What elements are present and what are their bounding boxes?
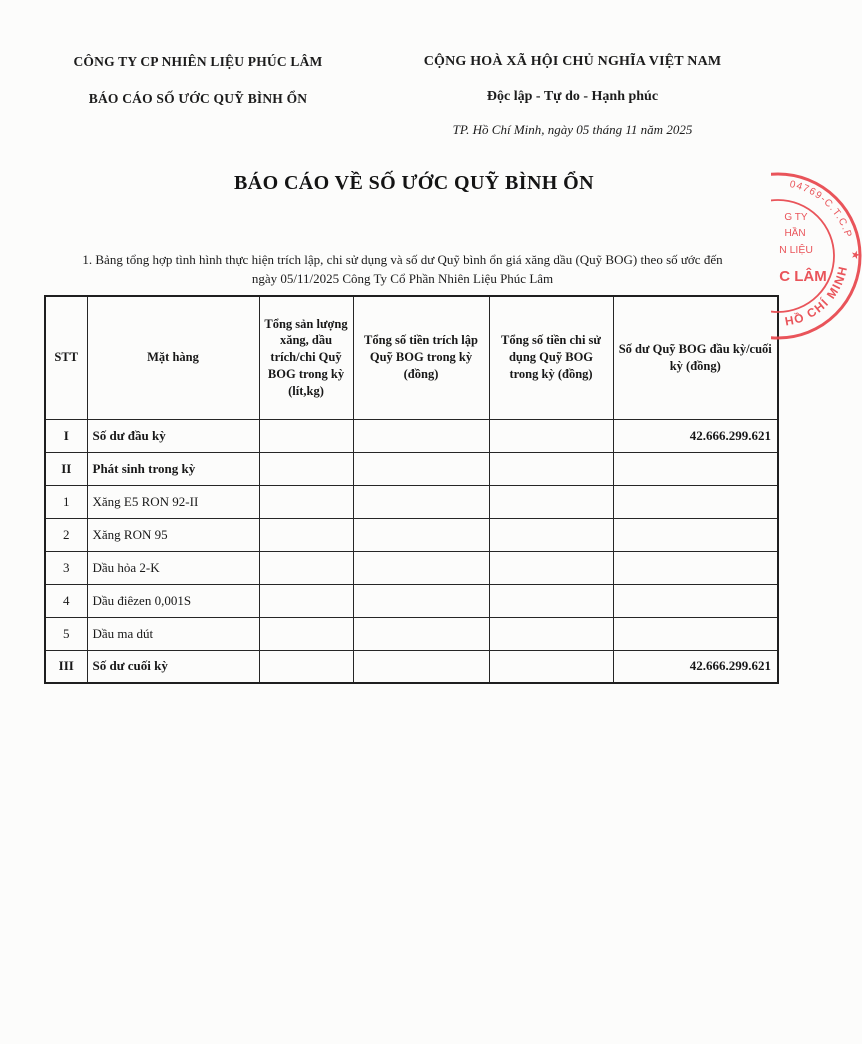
cell-item: Số dư đầu kỳ: [87, 419, 259, 452]
table-row: [45, 485, 778, 518]
cell-item: Xăng RON 95: [87, 518, 259, 551]
cell-qty: [259, 584, 353, 617]
intro-line2: ngày 05/11/2025 Công Ty Cổ Phần Nhiên Liệu Phúc Lâm: [251, 271, 554, 286]
intro-paragraph: [30, 250, 775, 288]
cell-balance: [613, 584, 778, 617]
cell-item: Dầu ma dút: [87, 617, 259, 650]
bog-fund-table: [44, 295, 779, 684]
page-title: BÁO CÁO VỀ SỐ ƯỚC QUỸ BÌNH ỔN: [234, 172, 594, 194]
national-motto-line2: Độc lập - Tự do - Hạnh phúc: [486, 89, 659, 104]
cell-stt: II: [45, 452, 87, 485]
dateline: TP. Hồ Chí Minh, ngày 05 tháng 11 năm 2025: [452, 122, 693, 137]
cell-qty: [259, 551, 353, 584]
col-header-stt: STT: [45, 296, 87, 419]
cell-stt: I: [45, 419, 87, 452]
cell-item: Dầu hỏa 2-K: [87, 551, 259, 584]
national-motto-line1: CỘNG HOÀ XÃ HỘI CHỦ NGHĨA VIỆT NAM: [423, 54, 722, 69]
col-header-spend: Tổng số tiền chi sử dụng Quỹ BOG trong kỳ (đồng): [489, 296, 613, 419]
cell-balance: [613, 452, 778, 485]
table-row: [45, 419, 778, 452]
cell-item: Số dư cuối kỳ: [87, 650, 259, 683]
cell-stt: 1: [45, 485, 87, 518]
cell-spend: [489, 551, 613, 584]
intro-line1: 1. Bảng tổng hợp tình hình thực hiện trích lập, chi sử dụng và số dư Quỹ bình ổn giá xăng dầu (Quỹ BOG) theo số ước đến: [82, 252, 723, 267]
table-row: [45, 584, 778, 617]
cell-extract: [353, 419, 489, 452]
cell-balance: [613, 485, 778, 518]
seal-center-line3: N LIỆU: [779, 244, 813, 256]
cell-balance: [613, 617, 778, 650]
seal-star-icon: ★: [848, 249, 862, 261]
table-row: [45, 452, 778, 485]
cell-item: Xăng E5 RON 92-II: [87, 485, 259, 518]
cell-qty: [259, 485, 353, 518]
cell-balance: [613, 551, 778, 584]
cell-qty: [259, 518, 353, 551]
national-header-block: [400, 54, 745, 138]
cell-stt: 5: [45, 617, 87, 650]
cell-item: Dầu điêzen 0,001S: [87, 584, 259, 617]
table-row: [45, 551, 778, 584]
cell-spend: [489, 584, 613, 617]
table-header-row: [45, 296, 778, 419]
seal-arc-top-text: 04769-C.T.C.P: [788, 179, 854, 240]
cell-spend: [489, 650, 613, 683]
cell-stt: 4: [45, 584, 87, 617]
cell-qty: [259, 419, 353, 452]
cell-extract: [353, 518, 489, 551]
seal-center-line1: G TY: [784, 212, 808, 223]
cell-extract: [353, 617, 489, 650]
seal-center-line4: C LÂM: [779, 268, 827, 285]
cell-extract: [353, 584, 489, 617]
cell-stt: III: [45, 650, 87, 683]
cell-stt: 2: [45, 518, 87, 551]
cell-extract: [353, 650, 489, 683]
cell-balance: [613, 518, 778, 551]
cell-spend: [489, 419, 613, 452]
cell-spend: [489, 617, 613, 650]
cell-balance: 42.666.299.621: [613, 650, 778, 683]
cell-stt: 3: [45, 551, 87, 584]
col-header-extract: Tổng số tiền trích lập Quỹ BOG trong kỳ (đồng): [353, 296, 489, 419]
col-header-qty: Tổng sản lượng xăng, dầu trích/chi Quỹ BOG trong kỳ (lít,kg): [259, 296, 353, 419]
cell-extract: [353, 551, 489, 584]
seal-center-line2: HẦN: [784, 228, 806, 239]
col-header-balance: Số dư Quỹ BOG đầu kỳ/cuối kỳ (đồng): [613, 296, 778, 419]
cell-extract: [353, 452, 489, 485]
cell-qty: [259, 650, 353, 683]
company-name: CÔNG TY CP NHIÊN LIỆU PHÚC LÂM: [73, 54, 323, 69]
cell-spend: [489, 485, 613, 518]
seal-arc-bottom-text: HỒ CHÍ MINH: [783, 264, 851, 329]
col-header-item: Mặt hàng: [87, 296, 259, 419]
table-row: [45, 518, 778, 551]
seal-inner-ring: [771, 200, 834, 312]
seal-outer-ring: [771, 174, 860, 338]
cell-spend: [489, 452, 613, 485]
company-report-label: BÁO CÁO SỐ ƯỚC QUỸ BÌNH ỔN: [88, 91, 308, 106]
cell-extract: [353, 485, 489, 518]
cell-balance: 42.666.299.621: [613, 419, 778, 452]
cell-item: Phát sinh trong kỳ: [87, 452, 259, 485]
table-row: [45, 650, 778, 683]
cell-spend: [489, 518, 613, 551]
company-header-block: [48, 54, 348, 107]
cell-qty: [259, 452, 353, 485]
table-row: [45, 617, 778, 650]
cell-qty: [259, 617, 353, 650]
